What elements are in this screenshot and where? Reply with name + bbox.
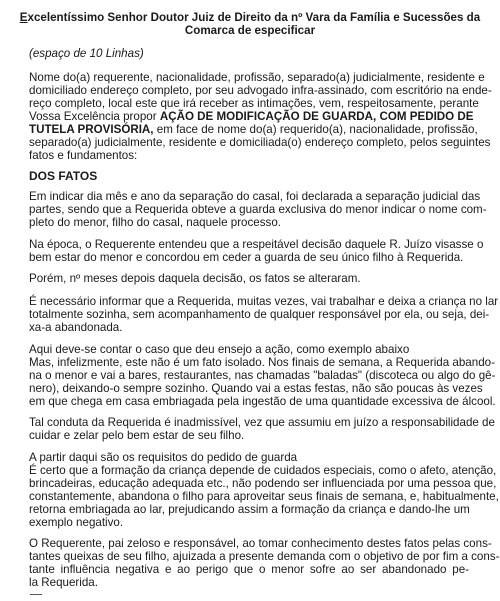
court-address-first-letter: E	[19, 11, 28, 24]
paragraph-line: na o menor e vai a bares, restaurantes, nas chamadas "baladas" (discoteca ou algo do gê-	[29, 369, 496, 382]
paragraph-line: Mas, infelizmente, este não é um fato isolado. Nos finais de semana, a Requerida abando-	[29, 356, 495, 369]
intro-line: fatos e fundamentos:	[29, 149, 138, 162]
paragraph-line: exemplo negativo.	[29, 516, 124, 529]
space-note: (espaço de 10 Linhas)	[29, 47, 144, 60]
intro-line: domiciliado endereço completo, por seu advogado infra-assinado, com escritório na ende-	[29, 84, 492, 97]
paragraph-line: pleto do menor, filho do casal, naquele processo.	[29, 216, 282, 229]
intro-line	[29, 123, 478, 136]
paragraph-line: retorna embriagada ao lar, prejudicando assim a formação da criança e dando-lhe um	[29, 503, 470, 516]
paragraph-line: la Requerida.	[29, 576, 98, 589]
court-address-line-1	[0, 11, 500, 24]
paragraph-line: brincadeiras, educação adequada etc., não podendo ser influenciada por uma pessoa que,	[29, 477, 497, 490]
court-address-text: xcelentíssimo Senhor Doutor Juiz de Direito da nº Vara da Família e Sucessões da	[27, 11, 481, 24]
section-title: DOS FATOS	[29, 169, 98, 183]
intro-line	[29, 110, 474, 123]
intro-text: em face de nome do(a) requerido(a), nacionalidade, profissão,	[153, 123, 478, 136]
paragraph-line: tantes queixas de seu filho, ajuizada a presente demanda com o objetivo de por fim a cons-	[29, 550, 500, 563]
intro-line: reço completo, local este que irá receber as intimações, vem, respeitosamente, perante	[29, 97, 479, 110]
paragraph-line: xa-a abandonada.	[29, 321, 123, 334]
paragraph-line: O Requerente, pai zeloso e responsável, ao tomar conhecimento destes fatos pelas cons-	[29, 537, 492, 550]
paragraph-line: nero), deixando-o sempre sozinho. Quando vai a estas festas, não são poucas às vezes	[29, 382, 483, 395]
paragraph-line: em que chega em casa embriagada pela ingestão de uma quantidade excessiva de álcool.	[29, 395, 496, 408]
paragraph-line: cuidar e zelar pelo bem estar de seu filho.	[29, 429, 245, 442]
paragraph-line: É necessário informar que a Requerida, muitas vezes, vai trabalhar e deixa a criança no lar	[29, 295, 499, 308]
intro-line: separado(a) judicialmente, residente e domiciliada(o) endereço completo, pelos seguintes	[29, 136, 491, 149]
action-title-cont: TUTELA PROVISÓRIA,	[29, 123, 154, 136]
paragraph-line: partes, sendo que a Requerida obteve a guarda exclusiva do menor indicar o nome com-	[29, 203, 487, 216]
intro-line: Nome do(a) requerente, nacionalidade, profissão, separado(a) judicialmente, residente e	[29, 71, 485, 84]
intro-text: Vossa Excelência propor	[29, 110, 160, 123]
paragraph-line: Tal conduta da Requerida é inadmissível, vez que assumiu em juízo a responsabilidade de	[29, 416, 495, 429]
paragraph-line: Porém, nº meses depois daquela decisão, os fatos se alteraram.	[29, 272, 361, 285]
instruction-line: Aqui deve-se contar o caso que deu ensejo a ação, como exemplo abaixo	[29, 343, 410, 356]
paragraph-line: É certo que a formação da criança depende de cuidados especiais, como o afeto, atenção,	[29, 464, 497, 477]
action-title: AÇÃO DE MODIFICAÇÃO DE GUARDA, COM PEDIDO DE	[159, 110, 474, 123]
court-address-line-2: Comarca de especificar	[184, 24, 316, 37]
instruction-line: A partir daqui são os requisitos do pedido de guarda	[29, 451, 298, 464]
paragraph-line: bem estar do menor e concordou em ceder a guarda de seu único filho à Requerida.	[29, 251, 464, 264]
paragraph-line: totalmente sozinha, sem acompanhamento de qualquer responsável por ela, ou seja, dei-	[29, 308, 490, 321]
paragraph-line: Na época, o Requerente entendeu que a respeitável decisão daquele R. Juízo visasse o	[29, 238, 484, 251]
paragraph-line: constantemente, abandona o filho para aproveitar seus finais de semana, e, habitualmente,	[29, 490, 499, 503]
paragraph-line: Em indicar dia mês e ano da separação do casal, foi declarada a separação judicial das	[29, 190, 481, 203]
paragraph-line: tante influência negativa e ao perigo que o menor sofre ao ser abandonado pe-	[29, 563, 469, 576]
